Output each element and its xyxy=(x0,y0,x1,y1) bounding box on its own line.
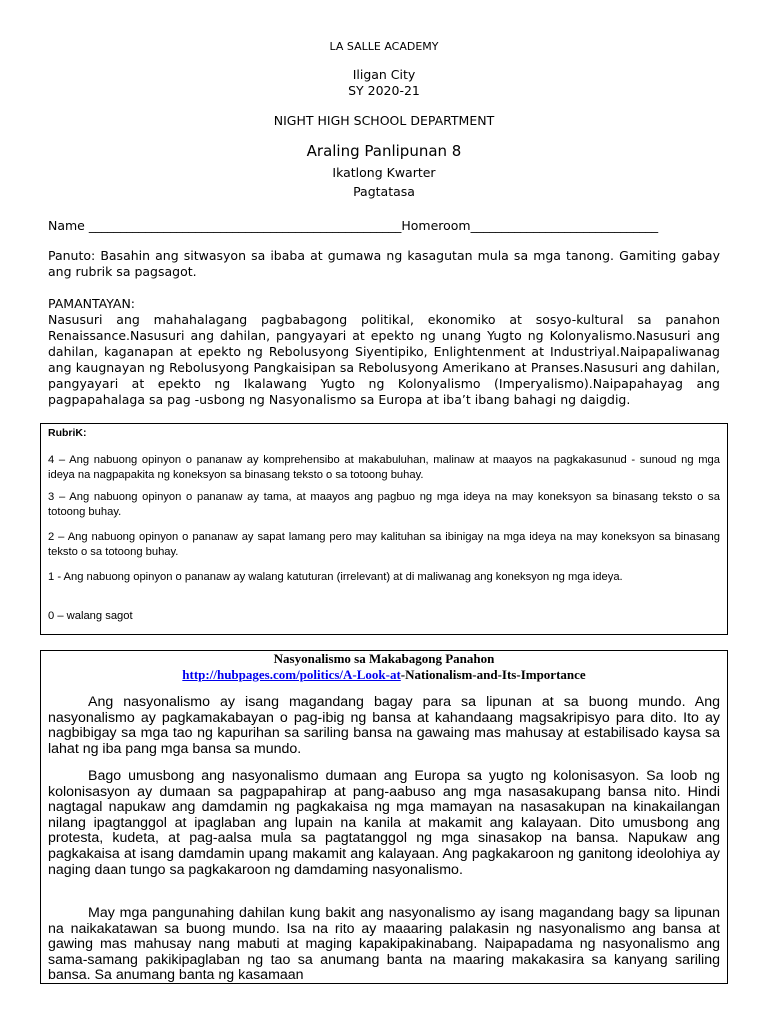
instructions: Panuto: Basahin ang sitwasyon sa ibaba at gumawa ng kasagutan mula sa mga tanong. Gamiting gabay ang rubrik sa pagsagot. xyxy=(48,248,720,279)
subject-title: Araling Panlipunan 8 xyxy=(306,142,462,160)
school-location xyxy=(0,67,768,99)
article-title: Nasyonalismo sa Makabagong Panahon xyxy=(273,651,495,666)
rubric-item-4: 4 – Ang nabuong opinyon o pananaw ay komprehensibo at makabuluhan, malinaw at maayos na pagkakasunud - sunoud ng mga ideya na nagpapakita ng koneksyon sa binasang teksto o sa totoong buhay. xyxy=(48,454,720,481)
rubric-item-3: 3 – Ang nabuong opinyon o pananaw ay tama, at maayos ang pagbuo ng mga ideya na may koneksyon sa binasang teksto o sa totoong buhay. xyxy=(48,491,720,518)
article-link-suffix: -Nationalism-and-Its-Importance xyxy=(400,667,586,682)
quarter-block xyxy=(0,163,768,201)
department: NIGHT HIGH SCHOOL DEPARTMENT xyxy=(273,113,495,128)
article-paragraph-3: May mga pangunahing dahilan kung bakit ang nasyonalismo ay isang magandang bagy sa lipunan na naikakatawan sa buong mundo. Isa na rito ay maaaring palakasin ng nasyonalismo ang bansa at gawing mas mahusay nang mabuti at maging kapakipakinabang. Naipapadama ng nasyonalismo ang sama-samang pakikipaglaban ng tao sa anumang banta na maaring makakasira sa kanyang sariling bansa. Sa anumang banta ng kasamaan xyxy=(48,905,720,984)
rubric-title: RubriK: xyxy=(48,427,87,439)
city: Iligan City xyxy=(352,67,416,82)
rubric-item-2: 2 – Ang nabuong opinyon o pananaw ay sapat lamang pero may kalituhan sa ibinigay na mga ideya na may koneksyon sa binasang teksto o sa totoong buhay. xyxy=(48,531,720,558)
article-box xyxy=(40,650,728,984)
article-paragraph-1: Ang nasyonalismo ay isang magandang bagay para sa lipunan at sa buong mundo. Ang nasyonalismo ay pagkamakabayan o pag-ibig ng bansa at kahandaang magsakripisyo para dito. Ito ay nagbibigay sa mga tao ng kapurihan sa sariling bansa na gawaing mas mahusay at estabilisado kaysa sa lahat ng iba pang mga bansa sa mundo. xyxy=(48,694,720,757)
name-homeroom-line: Name __________________________________________________Homeroom______________________________ xyxy=(48,218,659,233)
rubric-box xyxy=(40,423,728,635)
rubric-item-1: 1 - Ang nabuong opinyon o pananaw ay walang katuturan (irrelevant) at di maliwanag ang koneksyon ng mga ideya. xyxy=(48,571,623,583)
standards-text: Nasusuri ang mahahalagang pagbabagong politikal, ekonomiko at sosyo-kultural sa panahon Renaissance.Nasusuri ang dahilan, pangyayari at epekto ng unang Yugto ng Kolonyalismo.Nasusuri ang dahilan, kaganapan at epekto ng Rebolusyong Siyentipiko, Enlightenment at Industriyal.Naipapaliwanag ang kaugnayan ng Rebolusyong Pangkaisipan sa Rebolusyong Amerikano at Pranses.Nasusuri ang dahilan, pangyayari at epekto ng Ikalawang Yugto ng Kolonyalismo (Imperyalismo).Naipapahayag ang pagpapahalaga sa pag -usbong ng Nasyonalismo sa Europa at iba’t ibang bahagi ng daigdig. xyxy=(48,312,720,407)
article-paragraph-2: Bago umusbong ang nasyonalismo dumaan ang Europa sa yugto ng kolonisasyon. Sa loob ng kolonisasyon ay dumaan sa pagpapahirap at pang-aabuso ang mga nasasakupang bansa nito. Hindi nagtagal napukaw ang damdamin ng pagkakaisa ng mga mamayan na nasasakupan na kinakailangan nilang ipagtanggol at ipaglaban ang lupain na kanila at makamit ang kalayaan. Dito umusbong ang protesta, kudeta, at pag-aalsa mula sa pagtatanggol ng mga sinasakop na bansa. Napukaw ang pagkakaisa at isang damdamin upang makamit ang kalayaan. Ang pagkakaroon ng ganitong ideolohiya ay naging daan tungo sa pagkakaroon ng damdaming nasyonalismo. xyxy=(48,768,720,878)
article-link[interactable]: http://hubpages.com/politics/A-Look-at xyxy=(182,667,401,682)
school-year: SY 2020-21 xyxy=(348,83,420,98)
rubric-item-0: 0 – walang sagot xyxy=(48,610,133,622)
assessment-label: Pagtatasa xyxy=(353,184,415,199)
school-name: LA SALLE ACADEMY xyxy=(329,40,439,53)
article-source xyxy=(41,667,727,683)
quarter: Ikatlong Kwarter xyxy=(332,165,436,180)
standards-heading: PAMANTAYAN: xyxy=(48,296,135,311)
